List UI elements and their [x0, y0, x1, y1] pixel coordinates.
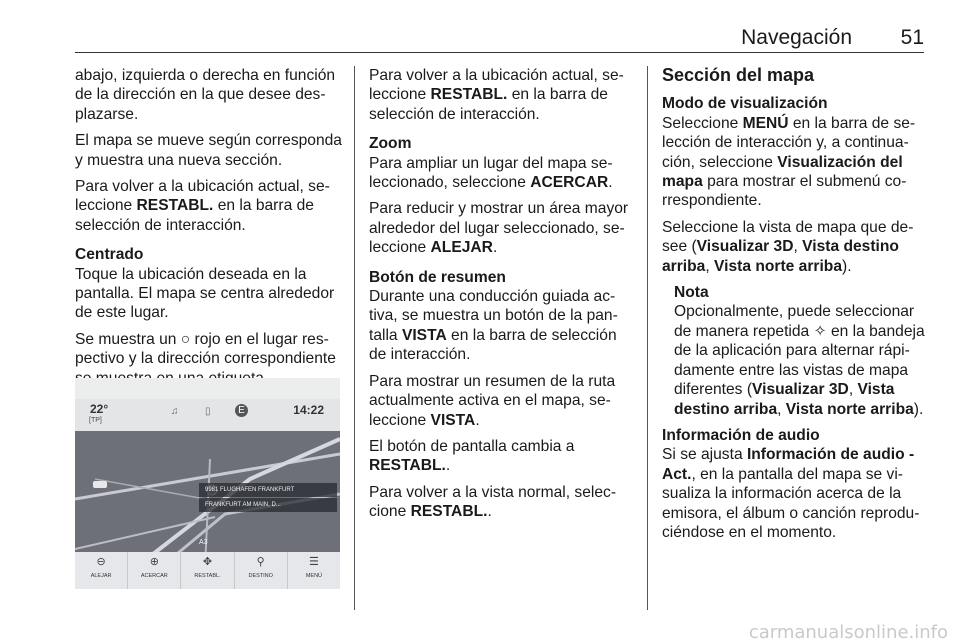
subheading-zoom: Zoom	[369, 135, 412, 153]
paragraph: Para volver a la ubicación actual, seleccione RESTABL. en la barra de selección de interacción.	[369, 67, 624, 123]
subheading-audio: Información de audio	[662, 426, 820, 444]
page-header	[75, 22, 924, 53]
zoom-in-icon: ⊕	[149, 556, 159, 568]
paragraph: Si se ajusta Información de audio - Act., en la pantalla del mapa se visualiza la información acerca de la emisora, el álbum o canción reproduciéndose en el momento.	[662, 446, 920, 541]
column-3	[662, 66, 927, 549]
road-shield	[93, 481, 107, 488]
destination-search-icon: ⚲	[256, 556, 265, 568]
note-box	[674, 283, 927, 419]
alejar-button[interactable]: ⊖ ALEJAR	[75, 552, 128, 589]
interaction-selector-bar	[75, 552, 340, 589]
paragraph: Opcionalmente, puede seleccionar de manera repetida ✧ en la bandeja de la aplicación para alternar rápidamente entre las vistas de mapa diferentes (Visualizar 3D, Vista destino arriba, Vista norte arriba).	[674, 303, 925, 418]
navigation-screenshot	[75, 378, 340, 588]
paragraph: El mapa se mueve según corresponda y muestra una nueva sección.	[75, 132, 342, 169]
music-note-icon[interactable]: ♫	[171, 406, 179, 417]
paragraph: Seleccione MENÚ en la barra de selección de interacción y, a continuación, seleccione Visualización del mapa para mostrar el submenú correspondiente.	[662, 114, 916, 210]
paragraph: Para ampliar un lugar del mapa seleccionado, seleccione ACERCAR.	[369, 154, 613, 192]
destination-label-line1: 9981 FLUGHAFEN FRANKFURT	[199, 483, 337, 497]
column-divider	[354, 66, 355, 610]
watermark: carmanualsonline.info	[748, 622, 948, 643]
view-toggle-icon: ✧	[813, 322, 827, 340]
restabl-button[interactable]: ✥ RESTABL.	[181, 552, 234, 589]
paragraph: Para volver a la vista normal, seleccione RESTABL..	[369, 483, 617, 521]
destination-label-line2: FRANKFURT AM MAIN, D...	[199, 498, 337, 512]
navigation-icon[interactable]: E	[235, 404, 248, 417]
paragraph: Para volver a la ubicación actual, seleccione RESTABL. en la barra de selección de interacción.	[75, 178, 330, 234]
phone-icon[interactable]: ▯	[205, 406, 211, 417]
paragraph: Se muestra un ○ rojo en el lugar respectivo y la dirección correspondiente	[75, 330, 336, 368]
status-bar	[75, 399, 340, 431]
zoom-out-icon: ⊖	[96, 556, 106, 568]
map-screen	[75, 399, 340, 568]
section-title: Navegación	[741, 26, 852, 49]
column-divider	[647, 66, 648, 610]
column-2	[369, 66, 634, 529]
column-1	[75, 66, 342, 395]
temperature: 22°	[90, 402, 109, 416]
section-heading: Sección del mapa	[662, 65, 815, 85]
recenter-icon: ✥	[202, 556, 213, 568]
menu-button[interactable]: ☰ MENÚ	[288, 552, 340, 589]
acercar-button[interactable]: ⊕ ACERCAR	[128, 552, 181, 589]
paragraph: abajo, izquierda o derecha en función de la dirección en la que desee desplazarse.	[75, 67, 336, 123]
paragraph: Durante una conducción guiada activa, se muestra un botón de la pantalla VISTA en la barra de selección de interacción.	[369, 288, 618, 364]
subheading-resumen: Botón de resumen	[369, 268, 506, 286]
clock: 14:22	[293, 403, 324, 417]
destino-button[interactable]: ⚲ DESTINO	[235, 552, 288, 589]
traffic-program-indicator: [TP]	[89, 417, 102, 424]
paragraph: El botón de pantalla cambia a RESTABL..	[369, 437, 575, 475]
subheading-centrado: Centrado	[75, 246, 144, 264]
paragraph: Para reducir y mostrar un área mayor alrededor del lugar seleccionado, seleccione ALEJAR.	[369, 200, 629, 257]
paragraph: Seleccione la vista de mapa que desee (Visualizar 3D, Vista destino arriba, Vista norte arriba).	[662, 218, 914, 275]
note-title: Nota	[674, 284, 709, 302]
subheading-modo: Modo de visualización	[662, 95, 828, 113]
page-number: 51	[900, 26, 924, 49]
paragraph: Toque la ubicación deseada en la pantalla. El mapa se centra alrededor de este lugar.	[75, 265, 335, 322]
route-label: A3	[199, 539, 208, 546]
circle-marker-icon: ○	[180, 330, 191, 348]
menu-icon: ☰	[308, 556, 319, 568]
paragraph: Para mostrar un resumen de la ruta actualmente activa en el mapa, seleccione VISTA.	[369, 372, 616, 429]
